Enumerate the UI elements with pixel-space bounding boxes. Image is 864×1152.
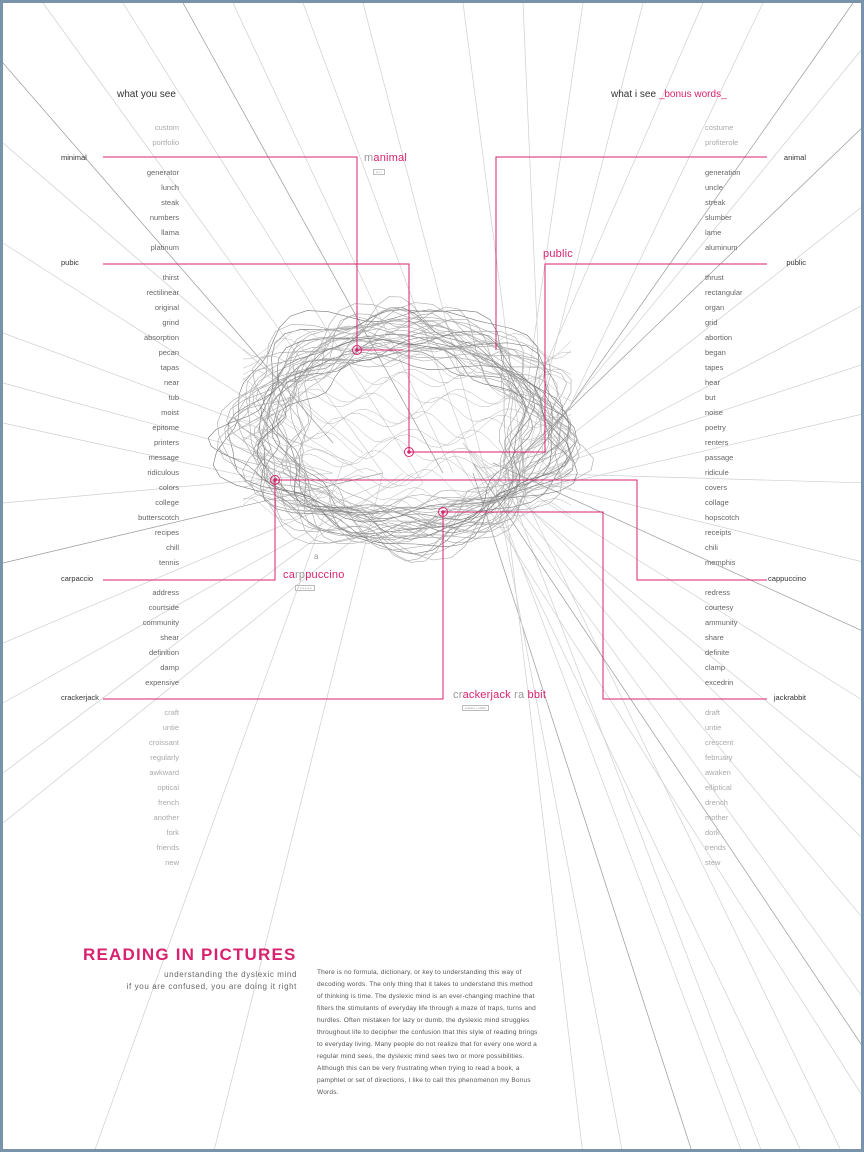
left-word-item: absorption (143, 333, 179, 342)
bonus-words-label: _bonus words_ (658, 89, 727, 100)
ray-line (3, 473, 383, 563)
left-word-item: pecan (158, 348, 179, 357)
left-word-item: numbers (149, 213, 179, 222)
left-word-item: colors (158, 483, 179, 492)
right-word-item: abortion (705, 333, 733, 342)
right-word-item: collage (705, 498, 729, 507)
left-word-item: another (153, 813, 179, 822)
left-word-item: optical (157, 783, 179, 792)
right-word-item: costume (705, 123, 734, 132)
ray-line (463, 443, 864, 923)
right-word-item: elliptical (705, 783, 732, 792)
ray-line (3, 143, 363, 453)
right-word-item: trends (705, 843, 726, 852)
ray-line (493, 463, 864, 633)
tiny-label-crackerjack: cracker + rabbit (462, 705, 489, 711)
left-word-item: llama (161, 228, 179, 237)
right-word-item: but (705, 393, 716, 402)
merged-word-cappuccino: carppuccino (283, 569, 345, 581)
left-word-item: printers (153, 438, 179, 447)
right-word-item: clamp (705, 663, 726, 672)
left-word-item: friends (156, 843, 179, 852)
left-word-item: craft (164, 708, 179, 717)
right-word-item: awaken (705, 768, 731, 777)
spacer (705, 150, 785, 165)
left-word-item: community (142, 618, 179, 627)
key-word-carpaccio: carpaccio (61, 574, 94, 583)
left-word-item: tapas (160, 363, 179, 372)
right-word-item: courtesy (705, 603, 734, 612)
left-word-item: fork (166, 828, 179, 837)
merged-word-cappuccino-top: a (314, 552, 319, 561)
ray-line (363, 3, 483, 463)
left-word-item: regularly (150, 753, 179, 762)
brain-illustration (208, 297, 593, 563)
right-word-item: draft (705, 708, 721, 717)
right-word-item: redress (705, 588, 731, 597)
right-word-item: february (705, 753, 733, 762)
right-word-item: chili (705, 543, 718, 552)
ray-line (483, 463, 864, 703)
left-word-item: lunch (161, 183, 179, 192)
ray-line (43, 3, 383, 473)
tiny-label-cappuccino: r p a p a a (295, 585, 315, 591)
left-word-item: custom (154, 123, 179, 132)
spacer (99, 150, 179, 165)
left-word-item: grind (162, 318, 179, 327)
poster-title: READING IN PICTURES (83, 945, 297, 964)
left-word-item: untie (162, 723, 179, 732)
connector-node-dot (407, 450, 411, 454)
ray-line (3, 243, 363, 473)
right-word-item: grid (705, 318, 718, 327)
right-word-item: noise (705, 408, 723, 417)
left-word-item: address (152, 588, 179, 597)
left-word-item: croissant (148, 738, 179, 747)
right-word-item: share (705, 633, 724, 642)
right-word-item: uncle (705, 183, 723, 192)
left-word-item: steak (161, 198, 179, 207)
right-word-item: dork (705, 828, 720, 837)
left-word-item: original (154, 303, 179, 312)
left-word-item: tennis (158, 558, 179, 567)
left-word-item: definition (148, 648, 179, 657)
left-word-item: awkward (149, 768, 179, 777)
right-word-item: passage (705, 453, 734, 462)
key-word-minimal: minimal (61, 153, 87, 162)
ray-line (473, 463, 864, 1053)
key-word-crackerjack: crackerjack (61, 693, 99, 702)
right-word-item: untie (705, 723, 722, 732)
left-word-item: portfolio (152, 138, 179, 147)
right-word-item: hear (705, 378, 721, 387)
right-word-item: receipts (705, 528, 732, 537)
left-word-item: rectilinear (146, 288, 179, 297)
spacer (99, 570, 179, 585)
tiny-label-minimal: a n i (373, 169, 385, 175)
body-paragraph: There is no formula, dictionary, or key to understanding this way of decoding words. The only thing that it takes to understand this method of thinking is time. The dyslexic mind is an ever-changing machine that filters the stimulants of everyday life through a maze of traps, turns and hurdles. Often mistaken for lazy or dumb, the dyslexic mind struggles throughout life to decipher the confusion that this style of reading brings to everyday living. Many people do not realize that for every one word a regular mind sees, the dyslexic mind sees two or more possibilities. Although this can be very frustrating when trying to read a book, a pamphlet or set of directions, I like to call this phenomenon my Bonus Words. (317, 969, 538, 1096)
spacer (705, 255, 785, 270)
left-word-item: shear (160, 633, 179, 642)
subtitle-line-2: if you are confused, you are doing it right (126, 982, 297, 991)
merged-word-crackerjack: crackerjack ra bbit (453, 689, 547, 701)
right-word-item: profiterole (705, 138, 739, 147)
right-word-column (705, 120, 785, 870)
what-i-see-prefix: what i see (611, 89, 659, 100)
right-word-item: crescent (705, 738, 734, 747)
ray-line (183, 3, 443, 473)
ray-line (523, 303, 864, 483)
ray-line (463, 443, 864, 1003)
key-word-public: public (786, 258, 806, 267)
right-word-item: definite (705, 648, 730, 657)
right-word-item: excedrin (705, 678, 734, 687)
right-word-item: ammunity (705, 618, 738, 627)
left-word-item: courtside (148, 603, 179, 612)
ray-line (3, 473, 403, 773)
left-word-item: tub (168, 393, 179, 402)
right-word-item: began (705, 348, 726, 357)
left-word-item: chill (166, 543, 179, 552)
brain-contour (225, 341, 567, 525)
left-word-item: message (148, 453, 179, 462)
spacer (99, 255, 179, 270)
right-word-item: poetry (705, 423, 726, 432)
right-word-item: renters (705, 438, 729, 447)
right-word-item: drench (705, 798, 728, 807)
what-you-see-header: what you see (117, 89, 176, 100)
left-word-item: ridiculous (147, 468, 179, 477)
right-word-item: thrust (705, 273, 724, 282)
right-word-item: aluminum (705, 243, 738, 252)
subtitle-line-1: understanding the dyslexic mind (164, 970, 297, 979)
right-word-item: stew (705, 858, 721, 867)
left-word-item: moist (161, 408, 179, 417)
left-word-item: new (165, 858, 179, 867)
right-word-item: slumber (705, 213, 732, 222)
left-word-column (99, 120, 179, 870)
right-word-item: lame (705, 228, 722, 237)
merged-word-public: public (543, 248, 573, 260)
left-word-item: college (155, 498, 179, 507)
right-word-item: covers (705, 483, 728, 492)
connector-node-dot (273, 478, 277, 482)
right-word-item: hopscotch (705, 513, 740, 522)
left-word-item: expensive (145, 678, 179, 687)
key-word-animal: animal (783, 153, 806, 162)
connector-node-dot (355, 348, 359, 352)
left-word-item: platinum (150, 243, 179, 252)
right-word-item: ridicule (705, 468, 729, 477)
right-word-item: rectangular (705, 288, 743, 297)
pink-connectors (103, 157, 767, 699)
spacer (99, 690, 179, 705)
left-word-item: epitome (152, 423, 179, 432)
left-word-item: recipes (154, 528, 179, 537)
left-word-item: generator (146, 168, 179, 177)
left-word-item: near (163, 378, 179, 387)
right-word-item: mother (705, 813, 729, 822)
left-word-item: french (158, 798, 179, 807)
ray-line (523, 203, 864, 473)
left-word-item: butterscotch (138, 513, 179, 522)
merged-word-minimal: manimal (364, 152, 407, 164)
left-word-item: thirst (162, 273, 179, 282)
key-word-jackrabbit: jackrabbit (773, 693, 806, 702)
right-word-item: streak (705, 198, 726, 207)
brain-fold (243, 378, 571, 405)
ray-line (233, 3, 453, 473)
key-word-pubic: pubic (61, 258, 79, 267)
right-word-item: organ (705, 303, 725, 312)
right-word-item: generation (705, 168, 741, 177)
connector-node-dot (441, 510, 445, 514)
key-word-cappuccino: cappuccino (768, 574, 806, 583)
right-word-item: memphis (705, 558, 736, 567)
right-word-item: tapes (705, 363, 724, 372)
what-i-see-header (611, 89, 727, 100)
left-word-item: damp (160, 663, 179, 672)
